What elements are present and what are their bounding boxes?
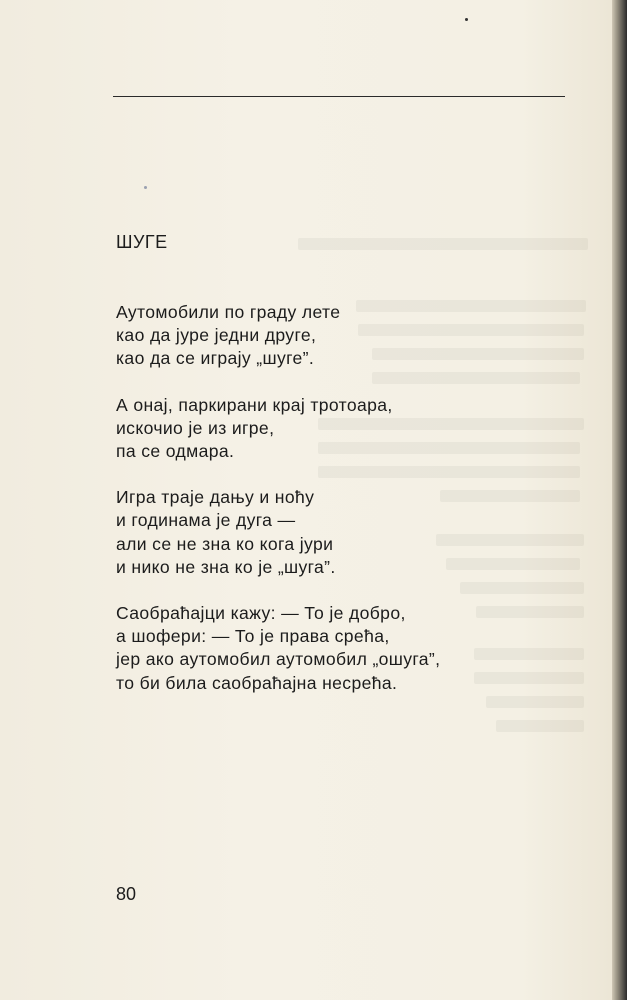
poem-line: као да се играју „шуге”. xyxy=(116,348,315,369)
stanza xyxy=(116,394,576,464)
poem-line: јер ако аутомобил аутомобил „ошуга”, xyxy=(116,649,441,670)
poem-line: и нико не зна ко је „шуга”. xyxy=(116,556,336,577)
page-number: 80 xyxy=(116,884,137,904)
stanza xyxy=(116,486,576,579)
poem-line: али се не зна ко кога јури xyxy=(116,533,334,554)
poem-title: ШУГЕ xyxy=(116,232,168,252)
poem-line: Игра траје дању и ноћу xyxy=(116,487,315,508)
stanza xyxy=(116,301,576,371)
ink-speck xyxy=(465,18,468,21)
poem-body xyxy=(116,301,576,718)
poem-line: Аутомобили по граду лете xyxy=(116,302,341,322)
poem-line: а шофери: — То је права срећа, xyxy=(116,626,390,647)
poem-line: искочио је из игре, xyxy=(116,417,275,438)
poem-line: као да јуре једни друге, xyxy=(116,325,317,346)
ink-speck xyxy=(144,186,147,189)
poem-line: Саобраћајци кажу: — То је добро, xyxy=(116,603,406,624)
header-rule xyxy=(113,96,565,97)
poem-line: па се одмара. xyxy=(116,441,235,462)
poem-line: то би била саобраћајна несрећа. xyxy=(116,672,398,693)
poem-line: и годинама је дуга — xyxy=(116,510,296,531)
poem-line: А онај, паркирани крај тротоара, xyxy=(116,394,393,415)
book-spine-edge xyxy=(612,0,627,1000)
stanza xyxy=(116,602,576,695)
